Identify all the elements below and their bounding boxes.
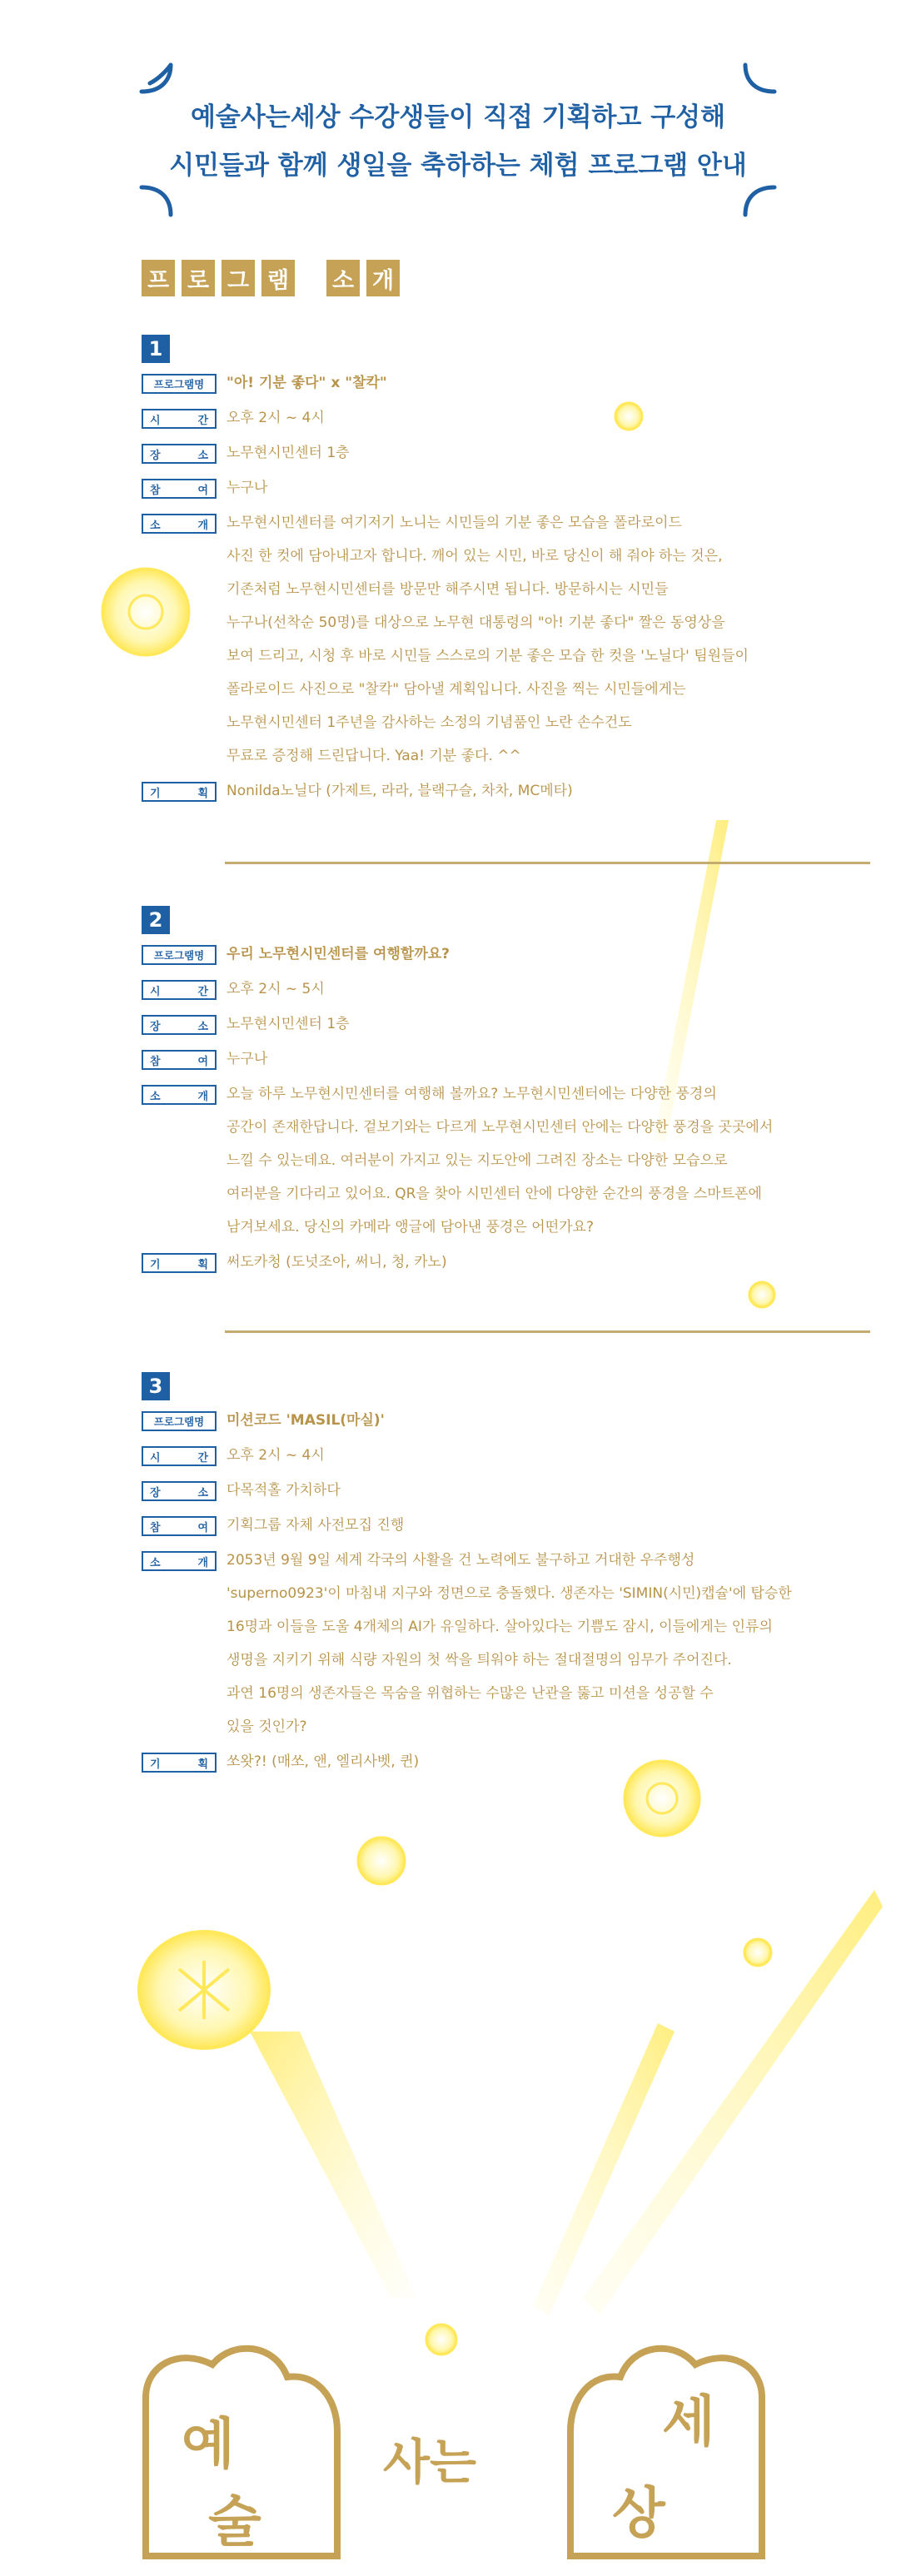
- program-name: "아! 기분 좋다" x "찰칵": [227, 375, 387, 391]
- header-line-2: 시민들과 함께 생일을 축하하는 체험 프로그램 안내: [169, 151, 747, 181]
- program-time: 오후 2시 ~ 4시: [227, 1447, 325, 1464]
- label-participants: 참 여: [142, 1050, 217, 1070]
- program-3: [142, 1372, 866, 1785]
- program-plan: 써도카청 (도넛조아, 써니, 청, 카노): [227, 1254, 447, 1271]
- label-plan: 기 획: [142, 782, 217, 802]
- label-plan: 기 획: [142, 1253, 217, 1273]
- program-name: 우리 노무현시민센터를 여행할까요?: [227, 946, 451, 962]
- program-name: 미션코드 'MASIL(마실)': [227, 1412, 385, 1429]
- section-title-char: 개: [366, 260, 400, 296]
- program-plan: Nonilda노닐다 (가제트, 라라, 블랙구슬, 차차, MC메타): [227, 783, 573, 799]
- program-intro: 오늘 하루 노무현시민센터를 여행해 볼까요? 노무현시민센터에는 다양한 풍경의 공간이 존재한답니다. 겉보기와는 다르게 노무현시민센터 안에는 다양한 풍경을 곳곳에서 느낄 수 있는데요. 여러분이 가지고 있는 지도안에 그려진 장소는 다양한 모습으로 여러분을 기다리고 있어요. QR을 찾아 시민센터 안에 다양한 순간의 풍경을 스마트폰에 남겨보세요. 당신의 카메라 앵글에 담아낸 풍경은 어떤가요?: [227, 1086, 774, 1236]
- label-intro: 소 개: [142, 1551, 217, 1571]
- label-time: 시 간: [142, 409, 217, 429]
- section-title-char: 프: [142, 260, 175, 296]
- program-number: 2: [142, 906, 170, 934]
- program-participants: 누구나: [227, 1051, 268, 1067]
- program-2: [142, 906, 866, 1286]
- section-title-char: 소: [326, 260, 360, 296]
- page-header: [0, 93, 916, 190]
- section-divider: [225, 1330, 870, 1333]
- logo-char: 세: [662, 2390, 715, 2454]
- label-place: 장 소: [142, 1015, 217, 1035]
- label-program-name: 프로그램명: [142, 374, 217, 394]
- section-title: [142, 260, 400, 296]
- logo-char: 사는: [383, 2434, 477, 2490]
- logo-char: 술: [208, 2489, 261, 2554]
- label-place: 장 소: [142, 1481, 217, 1501]
- program-participants: 누구나: [227, 480, 268, 496]
- program-intro: 2053년 9월 9일 세계 각국의 사활을 건 노력에도 불구하고 거대한 우주행성 'superno0923'이 마침내 지구와 정면으로 충돌했다. 생존자는 'SIMIN(시민)캡슐'에 탑승한 16명과 이들을 도울 4개체의 AI가 유일하다. 살아있다는 기쁨도 잠시, 이들에게는 인류의 생명을 지키기 위해 식량 자원의 첫 싹을 틔워야 하는 절대절명의 임무가 주어진다. 과연 16명의 생존자들은 목숨을 위협하는 수많은 난관을 뚫고 미션을 성공할 수 있을 것인가?: [227, 1552, 792, 1735]
- label-time: 시 간: [142, 1446, 217, 1466]
- logo-char: 상: [612, 2481, 665, 2545]
- label-intro: 소 개: [142, 514, 217, 534]
- program-place: 노무현시민센터 1층: [227, 1016, 350, 1032]
- program-number: 3: [142, 1372, 170, 1400]
- label-program-name: 프로그램명: [142, 1411, 217, 1431]
- label-time: 시 간: [142, 980, 217, 1000]
- label-place: 장 소: [142, 444, 217, 464]
- label-participants: 참 여: [142, 479, 217, 499]
- program-number: 1: [142, 335, 170, 363]
- program-1: [142, 335, 866, 814]
- program-time: 오후 2시 ~ 5시: [227, 981, 325, 997]
- label-participants: 참 여: [142, 1516, 217, 1536]
- program-place: 노무현시민센터 1층: [227, 445, 350, 461]
- program-time: 오후 2시 ~ 4시: [227, 410, 325, 426]
- section-divider: [225, 862, 870, 864]
- section-title-char: 그: [222, 260, 255, 296]
- program-participants: 기획그룹 자체 사전모집 진행: [227, 1517, 405, 1534]
- section-title-char: 램: [261, 260, 295, 296]
- logo-char: 예: [182, 2412, 235, 2476]
- program-plan: 쏘왓?! (매쏘, 앤, 엘리사벳, 퀸): [227, 1753, 420, 1770]
- program-intro: 노무현시민센터를 여기저기 노니는 시민들의 기분 좋은 모습을 폴라로이드 사진 한 컷에 담아내고자 합니다. 깨어 있는 시민, 바로 당신이 해 줘야 하는 것은, 기존처럼 노무현시민센터를 방문만 해주시면 됩니다. 방문하시는 시민들 누구나(선착순 50명)를 대상으로 노무현 대통령의 "아! 기분 좋다" 짤은 동영상을 보여 드리고, 시청 후 바로 시민들 스스로의 기분 좋은 모습 한 컷을 '노닐다' 팀원들이 폴라로이드 사진으로 "찰칵" 담아낼 계획입니다. 사진을 찍는 시민들에게는 노무현시민센터 1주년을 감사하는 소정의 기념품인 노란 손수건도 무료로 증정해 드린답니다. Yaa! 기분 좋다. ^^: [227, 515, 749, 764]
- header-line-1: 예술사는세상 수강생들이 직접 기획하고 구성해: [190, 102, 726, 132]
- label-intro: 소 개: [142, 1085, 217, 1105]
- label-program-name: 프로그램명: [142, 945, 217, 965]
- section-title-char: 로: [182, 260, 215, 296]
- label-plan: 기 획: [142, 1753, 217, 1773]
- program-place: 다목적홀 가치하다: [227, 1482, 341, 1499]
